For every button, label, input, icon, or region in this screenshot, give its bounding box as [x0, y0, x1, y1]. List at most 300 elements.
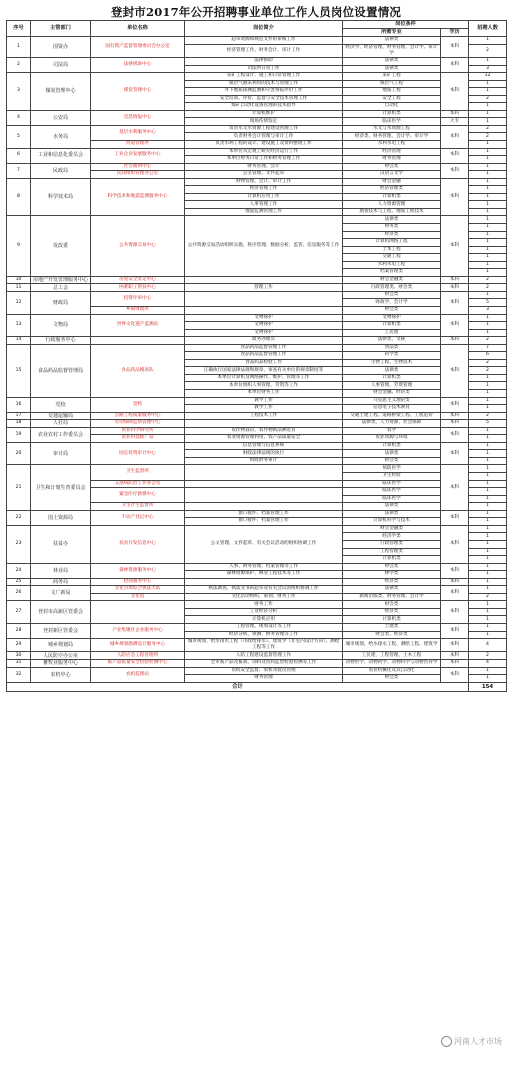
job-intro-cell: 负责水利工程的设计、建设施工及资料整理工作: [185, 140, 343, 148]
education-cell: 本科: [441, 125, 469, 148]
count-cell: 1: [469, 163, 507, 171]
major-cell: 新闻出版类、财务管理、会计学: [343, 593, 441, 601]
row-number: 2: [7, 57, 31, 72]
unit-name-cell: 工业企业发展服务中心: [91, 148, 185, 163]
major-cell: 法律类: [343, 367, 441, 375]
major-cell: 汉语言文学: [343, 171, 441, 179]
unit-name-cell: 卫生计生监督所: [91, 503, 185, 511]
table-row: [7, 412, 507, 420]
job-intro-cell: 工业经济分析: [185, 608, 343, 616]
count-cell: 1: [469, 667, 507, 675]
education-cell: 本科: [441, 427, 469, 442]
education-cell: 本科: [441, 442, 469, 465]
major-cell: 林学类: [343, 571, 441, 579]
unit-name-cell: 人防应急工程管理所: [91, 652, 185, 660]
major-cell: 法律类: [343, 216, 441, 224]
department-cell: 国土资源局: [31, 510, 91, 525]
count-cell: 1: [469, 480, 507, 488]
count-cell: 1: [469, 548, 507, 556]
job-intro-cell: 本单位财务日常工作和财务管理工作: [185, 156, 343, 164]
unit-name-cell: 党校: [91, 397, 185, 412]
table-row: [7, 148, 507, 156]
education-cell: 本科: [441, 148, 469, 163]
unit-name-cell: 公共资源交易中心: [91, 216, 185, 276]
row-number: 17: [7, 412, 31, 420]
count-cell: 2: [469, 367, 507, 375]
count-cell: 2: [469, 44, 507, 57]
department-cell: 房地产开发管理服务中心: [31, 276, 91, 284]
count-cell: 1: [469, 382, 507, 390]
unit-name-cell: 困难职工帮扶中心: [91, 284, 185, 292]
row-number: 7: [7, 163, 31, 178]
table-row: [7, 110, 507, 118]
page-title: 登封市2017年公开招聘事业单位工作人员岗位设置情况: [110, 5, 402, 19]
job-intro-cell: 全市畜产品及畜禽、饲料及兽药监督检验检测等工作: [185, 660, 343, 668]
major-cell: 水文与水资源工程: [343, 125, 441, 133]
major-cell: 药学类: [343, 352, 441, 360]
major-cell: 法律类、人力资源、社会保障: [343, 420, 441, 428]
department-cell: 总工会: [31, 284, 91, 292]
major-cell: 马克思主义理论类: [343, 397, 441, 405]
row-number: 3: [7, 73, 31, 111]
major-cell: 采矿工程: [343, 73, 441, 81]
unit-name-cell: 食品药品稽查队: [91, 344, 185, 397]
count-cell: 1: [469, 473, 507, 481]
department-cell: 人民防空办公室: [31, 652, 91, 660]
table-row: [7, 623, 507, 631]
row-number: 28: [7, 623, 31, 638]
major-cell: 计算机类: [343, 193, 441, 201]
education-cell: 本科: [441, 276, 469, 284]
row-number: 5: [7, 125, 31, 148]
job-intro-cell: 经济分析、预测、财务管理等工作: [185, 631, 343, 639]
job-intro-cell: 执法调查、执法文书的起草及有关会议的组织协调工作: [185, 586, 343, 594]
education-cell: 本科: [441, 652, 469, 660]
unit-name-cell: 艾滋病防治工作办公室: [91, 480, 185, 488]
count-cell: 1: [469, 540, 507, 548]
table-row: [7, 344, 507, 352]
row-number: 15: [7, 344, 31, 397]
major-cell: 计算机类: [343, 374, 441, 382]
count-cell: 1: [469, 525, 507, 533]
major-cell: 行政管理类: [343, 540, 441, 548]
major-cell: 法律类: [343, 503, 441, 511]
major-cell: 财会金融类: [343, 525, 441, 533]
education-cell: 本科: [441, 337, 469, 345]
table-row: [7, 163, 507, 171]
count-cell: 1: [469, 608, 507, 616]
major-cell: 预防医学: [343, 465, 441, 473]
major-cell: 财会金融、经济类: [343, 390, 441, 398]
job-intro-cell: 财务工作: [185, 601, 343, 609]
major-cell: 临床医学: [343, 495, 441, 503]
major-cell: 计算机科学与技术: [343, 518, 441, 526]
education-cell: 本科: [441, 216, 469, 276]
total-label: 合计: [7, 682, 469, 691]
job-intro-cell: 财政财务审计: [185, 457, 343, 465]
major-cell: 法律类: [343, 57, 441, 65]
job-intro-cell: 现场伤情鉴定: [185, 118, 343, 126]
major-cell: 法律类: [343, 65, 441, 73]
major-cell: 经济类: [343, 578, 441, 586]
major-cell: 经济类、财务管理、会计学、审计学: [343, 133, 441, 141]
job-intro-cell: 财政法律法规的执行: [185, 450, 343, 458]
table-row: [7, 563, 507, 571]
major-cell: 城市规划、给水排水工程、测绘工程、建筑学: [343, 639, 441, 652]
table-row: [7, 652, 507, 660]
department-cell: 工业和信息化委员会: [31, 148, 91, 163]
count-cell: 1: [469, 140, 507, 148]
count-cell: 1: [469, 623, 507, 631]
job-intro-cell: 农作物栽培、农作物新品种选育: [185, 427, 343, 435]
major-cell: 工民建、工程管理、土木工程: [343, 652, 441, 660]
job-intro-cell: 政务办理员: [185, 337, 343, 345]
count-cell: 1: [469, 675, 507, 683]
unit-name-cell: 反恐情报中心: [91, 110, 185, 125]
department-cell: 林业局: [31, 563, 91, 578]
department-cell: 扶贫办: [31, 525, 91, 563]
count-cell: 1: [469, 390, 507, 398]
unit-name-cell: 产业集聚区企业服务中心: [91, 623, 185, 638]
major-cell: 财会类: [343, 675, 441, 683]
major-cell: 工程管理类: [343, 548, 441, 556]
job-intro-cell: 本单位财务工作: [185, 390, 343, 398]
count-cell: 1: [469, 374, 507, 382]
education-cell: 本科: [441, 284, 469, 292]
job-intro-cell: 教学工作: [185, 405, 343, 413]
count-cell: 6: [469, 352, 507, 360]
department-cell: 商务局: [31, 578, 91, 586]
department-cell: 畜牧业服务中心: [31, 660, 91, 668]
major-cell: 财会类: [343, 601, 441, 609]
job-intro-cell: 公文管理、文件起草: [185, 171, 343, 179]
job-intro-cell: [185, 307, 343, 315]
header-count: 招聘人数: [469, 21, 507, 37]
job-intro-cell: 文物保护: [185, 329, 343, 337]
education-cell: 本科: [441, 510, 469, 525]
table-row: [7, 57, 507, 65]
unit-name-cell: 河道管理所: [91, 140, 185, 148]
job-intro-cell: 本单位组织人事管理、劳资等工作: [185, 382, 343, 390]
count-cell: 1: [469, 442, 507, 450]
row-number: 8: [7, 178, 31, 216]
education-cell: 本科: [441, 37, 469, 58]
major-cell: 文物保护: [343, 314, 441, 322]
job-intro-cell: 计算机应用工作: [185, 193, 343, 201]
row-number: 32: [7, 667, 31, 682]
count-cell: 2: [469, 652, 507, 660]
count-cell: 1: [469, 254, 507, 262]
department-cell: 煤炭管理中心: [31, 73, 91, 111]
table-row: [7, 178, 507, 186]
count-cell: 2: [469, 359, 507, 367]
row-number: 23: [7, 525, 31, 563]
job-intro-cell: [185, 465, 343, 480]
count-cell: 1: [469, 291, 507, 299]
count-cell: 1: [469, 186, 507, 194]
job-intro-cell: 本单位从宏观上研究经济运行工作: [185, 148, 343, 156]
unit-name-cell: 农业科学研究所: [91, 427, 185, 435]
total-row: [7, 682, 507, 691]
major-cell: 自动化: [343, 103, 441, 111]
job-intro-cell: 农业资源管理利用、农产品质量安全: [185, 435, 343, 443]
count-cell: 4: [469, 660, 507, 668]
major-cell: 计算机网络工程: [343, 239, 441, 247]
header-conditions: 岗位条件: [343, 21, 469, 29]
count-cell: 1: [469, 503, 507, 511]
major-cell: 人事管理、劳资管理: [343, 382, 441, 390]
job-intro-cell: 采矿工程设计、施工和日常管理工作: [185, 73, 343, 81]
major-cell: 财会类: [343, 563, 441, 571]
department-cell: 民政局: [31, 163, 91, 178]
education-cell: 本科: [441, 314, 469, 337]
count-cell: 5: [469, 299, 507, 307]
count-cell: 2: [469, 125, 507, 133]
education-cell: 本科: [441, 639, 469, 652]
header-major: 所需专业: [343, 29, 441, 37]
count-cell: 2: [469, 276, 507, 284]
count-cell: 1: [469, 533, 507, 541]
count-cell: 1: [469, 510, 507, 518]
job-intro-cell: 人事、财务管理、档案管理等工作: [185, 563, 343, 571]
department-cell: 人社局: [31, 420, 91, 428]
major-cell: 计算机类: [343, 616, 441, 624]
count-cell: 1: [469, 178, 507, 186]
education-cell: 本科: [441, 412, 469, 420]
unit-name-cell: 投资评审中心: [91, 291, 185, 306]
unit-name-cell: 房屋安全鉴定中心: [91, 276, 185, 284]
department-cell: 国资办: [31, 37, 91, 58]
education-cell: 大专: [441, 118, 469, 126]
table-row: [7, 465, 507, 473]
education-cell: 本科: [441, 563, 469, 578]
total-count: 154: [469, 682, 507, 691]
count-cell: 1: [469, 37, 507, 45]
row-number: 21: [7, 465, 31, 510]
count-cell: 1: [469, 427, 507, 435]
unit-name-cell: 不动产登记中心: [91, 510, 185, 525]
job-intro-cell: 地震监测管理工作: [185, 208, 343, 216]
department-cell: 登封市高新区管委会: [31, 601, 91, 624]
unit-name-cell: [91, 337, 185, 345]
department-cell: 登封新区管委会: [31, 623, 91, 638]
job-intro-cell: [185, 291, 343, 306]
department-cell: 城乡规划局: [31, 639, 91, 652]
count-cell: 1: [469, 216, 507, 224]
count-cell: 1: [469, 148, 507, 156]
watermark-text: 河南人才市场: [454, 1037, 502, 1046]
major-cell: 财会金融: [343, 178, 441, 186]
major-cell: 计算机类: [343, 322, 441, 330]
count-cell: 1: [469, 269, 507, 277]
table-row: [7, 667, 507, 675]
education-cell: 本科: [441, 601, 469, 624]
major-cell: 人力资源管理: [343, 201, 441, 209]
count-cell: 1: [469, 329, 507, 337]
major-cell: 水利水电工程: [343, 140, 441, 148]
job-intro-cell: [185, 503, 343, 511]
unit-name-cell: 农业科技推广站: [91, 435, 185, 443]
header-dept: 主管部门: [31, 21, 91, 37]
count-cell: 1: [469, 556, 507, 564]
department-cell: 水务局: [31, 125, 91, 148]
table-row: [7, 510, 507, 518]
unit-name-cell: 社会福利中心: [91, 163, 185, 171]
count-cell: 12: [469, 73, 507, 81]
job-intro-cell: 法律援助: [185, 57, 343, 65]
job-intro-cell: [185, 480, 343, 488]
table-row: [7, 525, 507, 533]
major-cell: 财务管理: [343, 156, 441, 164]
row-number: 22: [7, 510, 31, 525]
count-cell: 2: [469, 284, 507, 292]
header-no: 序号: [7, 21, 31, 37]
row-number: 4: [7, 110, 31, 125]
count-cell: 1: [469, 261, 507, 269]
major-cell: 临床医学: [343, 488, 441, 496]
major-cell: 法律类: [343, 510, 441, 518]
major-cell: 法律类、文秘: [343, 337, 441, 345]
major-cell: 土木工程: [343, 246, 441, 254]
job-intro-cell: 负责水文水资源工程建设管理工作: [185, 125, 343, 133]
job-intro-cell: 财务管理、会计: [185, 163, 343, 171]
count-cell: 1: [469, 563, 507, 571]
education-cell: 本科: [441, 57, 469, 72]
department-cell: 审计局: [31, 442, 91, 465]
count-cell: 1: [469, 322, 507, 330]
major-cell: 土建类: [343, 623, 441, 631]
job-intro-cell: 经济管理工作: [185, 186, 343, 194]
unit-name-cell: [91, 601, 185, 624]
major-cell: 临床医学: [343, 480, 441, 488]
job-intro-cell: 工程管理、规划设计等工作: [185, 623, 343, 631]
unit-name-cell: 文化馆: [91, 593, 185, 601]
department-cell: 农业农村工作委员会: [31, 427, 91, 442]
row-number: 16: [7, 397, 31, 412]
major-cell: 动物医学、动物药学、动物科学与动物营养学: [343, 660, 441, 668]
count-cell: 1: [469, 193, 507, 201]
job-intro-cell: 城市规划、给水排水工程（市政给排水）、建筑学（非室内设计方向）、测绘工程等工作: [185, 639, 343, 652]
count-cell: 2: [469, 337, 507, 345]
job-intro-cell: 公文管理、文件起草、有关会议活动的组织协调工作: [185, 525, 343, 563]
count-cell: 1: [469, 223, 507, 231]
count-cell: 1: [469, 110, 507, 118]
job-intro-cell: 正确执行国家法律法规和规章，审查有关单位的规章制度等: [185, 367, 343, 375]
count-cell: 1: [469, 103, 507, 111]
major-cell: 经济类: [343, 608, 441, 616]
major-cell: 卫生检验: [343, 473, 441, 481]
table-row: [7, 37, 507, 45]
job-intro-cell: 起草资源和规范文件的审核工作: [185, 37, 343, 45]
header-intro: 岗位简介: [185, 21, 343, 37]
wechat-icon: [441, 1036, 452, 1047]
job-intro-cell: 农机安全监督、农机驾驶员管理: [185, 667, 343, 675]
count-cell: 1: [469, 571, 507, 579]
major-cell: 财会金融类: [343, 276, 441, 284]
count-cell: 2: [469, 412, 507, 420]
job-intro-cell: 人防工程建设监督管理工作: [185, 652, 343, 660]
job-intro-cell: 煤层气抽采利用的技术与管理工作: [185, 80, 343, 88]
major-cell: 法律类: [343, 450, 441, 458]
header-unit: 单位名称: [91, 21, 185, 37]
row-number: 20: [7, 442, 31, 465]
table-row: [7, 125, 507, 133]
table-row: [7, 276, 507, 284]
count-cell: 1: [469, 239, 507, 247]
department-cell: 行政服务中心: [31, 337, 91, 345]
major-cell: 农业机械化及其自动化: [343, 667, 441, 675]
education-cell: 本科: [441, 110, 469, 118]
department-cell: 文广新局: [31, 586, 91, 601]
row-number: 30: [7, 652, 31, 660]
job-intro-cell: 管理工作: [185, 284, 343, 292]
table-row: [7, 660, 507, 668]
count-cell: 1: [469, 435, 507, 443]
count-cell: 1: [469, 314, 507, 322]
major-cell: 交通土建工程、道路桥梁工程、工程造价: [343, 412, 441, 420]
major-cell: 工民建: [343, 329, 441, 337]
row-number: 14: [7, 337, 31, 345]
education-cell: 本科: [441, 420, 469, 428]
education-cell: 本科: [441, 623, 469, 638]
education-cell: 本科: [441, 397, 469, 412]
unit-name-cell: 固定投资审计中心: [91, 442, 185, 465]
table-row: [7, 586, 507, 594]
education-cell: 本科: [441, 667, 469, 682]
table-row: [7, 291, 507, 299]
major-cell: 交通工程: [343, 254, 441, 262]
unit-name-cell: 基层水利服务中心: [91, 125, 185, 140]
job-intro-cell: 经济管理工作、财务会计、审计工作: [185, 44, 343, 57]
positions-table: [6, 20, 507, 692]
major-cell: 财会类: [343, 291, 441, 299]
unit-name-cell: 招商服务中心: [91, 578, 185, 586]
education-cell: 本科: [441, 73, 469, 111]
department-cell: 科学技术局: [31, 178, 91, 216]
department-cell: 卫生和计划生育委员会: [31, 465, 91, 510]
count-cell: 1: [469, 601, 507, 609]
count-cell: 1: [469, 616, 507, 624]
unit-name-cell: 公路工程质量服务中心: [91, 412, 185, 420]
table-row: [7, 73, 507, 81]
table-row: [7, 578, 507, 586]
major-cell: 经济管理类: [343, 186, 441, 194]
table-row: [7, 314, 507, 322]
unit-name-cell: 民间组织管理办公室: [91, 171, 185, 179]
table-row: [7, 601, 507, 609]
count-cell: 1: [469, 246, 507, 254]
row-number: 19: [7, 427, 31, 442]
count-cell: 5: [469, 420, 507, 428]
table-row: [7, 284, 507, 292]
count-cell: 1: [469, 450, 507, 458]
unit-name-cell: 扶贫开发信息中心: [91, 525, 185, 563]
table-row: [7, 639, 507, 652]
education-cell: 本科: [441, 163, 469, 178]
unit-name-cell: 乡镇财政所: [91, 307, 185, 315]
row-number: 12: [7, 291, 31, 314]
unit-name-cell: 煤炭管理中心: [91, 73, 185, 111]
major-cell: 行政管理类、财会类: [343, 284, 441, 292]
major-cell: 信息电子技术教育: [343, 405, 441, 413]
major-cell: 财政学、会计学: [343, 299, 441, 307]
count-cell: 1: [469, 465, 507, 473]
job-intro-cell: 公共资源交易活动组织实施、秩序管理、数据分析、监管、信息服务等工作: [185, 216, 343, 276]
count-cell: 4: [469, 639, 507, 652]
major-cell: 食品类: [343, 344, 441, 352]
department-cell: 党校: [31, 397, 91, 412]
department-cell: 农机中心: [31, 667, 91, 682]
